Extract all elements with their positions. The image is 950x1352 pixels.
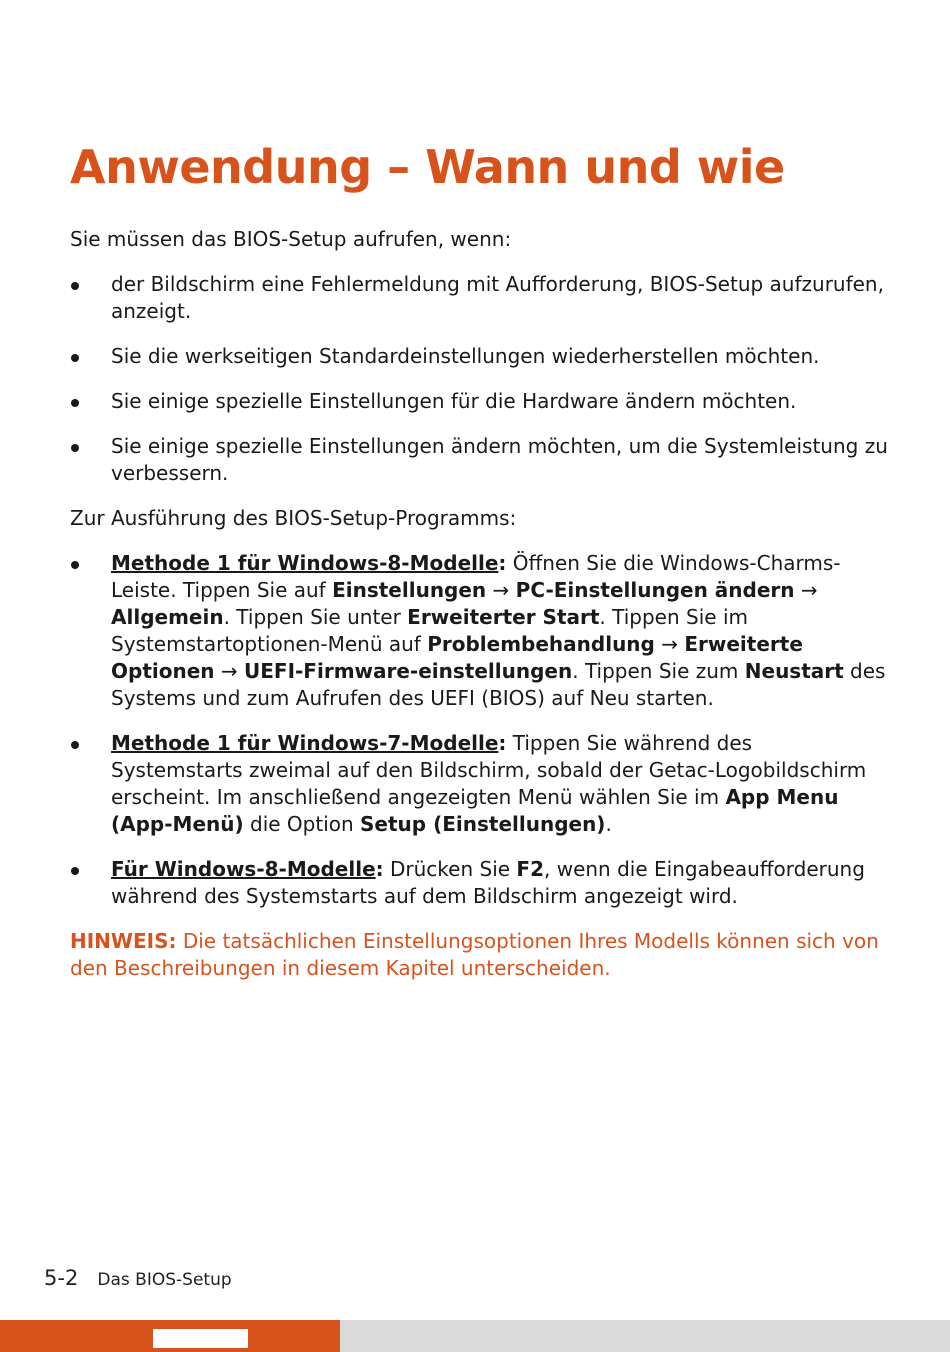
menu-path-app-menu: App Menu (App-Menü)	[111, 785, 839, 836]
method-text: .	[605, 812, 612, 836]
main-content	[70, 226, 890, 982]
bullet-icon	[71, 399, 79, 407]
page-number: 5-2	[44, 1266, 79, 1290]
arrow-right-icon: →	[220, 659, 238, 683]
bullet-icon	[71, 444, 79, 452]
list-item	[70, 433, 890, 487]
method-label: Methode 1 für Windows-7-Modelle	[111, 731, 499, 755]
menu-path-pc-settings: PC-Einstellungen ändern	[515, 578, 795, 602]
method-colon: :	[498, 551, 507, 575]
footer-decoration-bar	[0, 1320, 950, 1352]
page-title: Anwendung – Wann und wie	[70, 140, 785, 194]
method-text: Öffnen Sie die Windows-Charms-Leiste. Tippen Sie auf	[111, 551, 841, 602]
method-colon: :	[375, 857, 384, 881]
bullet-icon	[71, 354, 79, 362]
menu-path-settings: Einstellungen	[332, 578, 487, 602]
list-item-text: Sie einige spezielle Einstellungen für die Hardware ändern möchten.	[111, 389, 797, 413]
bullet-icon	[71, 867, 79, 875]
footer-section-title: Das BIOS-Setup	[97, 1270, 232, 1290]
method-win8-item	[70, 550, 890, 712]
menu-path-advanced-options: Erweiterte Optionen	[111, 632, 803, 683]
intro-text: Sie müssen das BIOS-Setup aufrufen, wenn:	[70, 227, 512, 251]
key-f2: F2	[516, 857, 544, 881]
method-text: , wenn die Eingabeaufforderung während des Systemstarts auf dem Bildschirm angezeigt wird.	[111, 857, 865, 908]
note-text: Die tatsächlichen Einstellungsoptionen Ihres Modells können sich von den Beschreibungen in diesem Kapitel unterscheiden.	[70, 929, 879, 980]
arrow-right-icon: →	[492, 578, 510, 602]
list-item	[70, 343, 890, 370]
method-text: die Option	[243, 812, 361, 836]
method-text: . Tippen Sie im Systemstartoptionen-Menü auf	[111, 605, 748, 656]
bullet-icon	[71, 741, 79, 749]
bullet-icon	[71, 282, 79, 290]
arrow-right-icon: →	[800, 578, 818, 602]
menu-path-general: Allgemein	[111, 605, 224, 629]
list-item-text: der Bildschirm eine Fehlermeldung mit Aufforderung, BIOS-Setup aufzurufen, anzeigt.	[111, 272, 884, 323]
method-text: . Tippen Sie zum	[572, 659, 745, 683]
note	[70, 928, 890, 982]
method-label: Für Windows-8-Modelle	[111, 857, 376, 881]
method-text: des Systems und zum Aufrufen des UEFI (BIOS) auf Neu starten.	[111, 659, 886, 710]
method-f2-item	[70, 856, 890, 910]
bullet-icon	[71, 561, 79, 569]
note-label: HINWEIS:	[70, 929, 177, 953]
menu-path-troubleshoot: Problembehandlung	[427, 632, 655, 656]
method-text: Tippen Sie während des Systemstarts zweimal auf den Bildschirm, sobald der Getac-Logobildschirm erscheint. Im anschließend angezeigten Menü wählen Sie im	[111, 731, 867, 809]
method-colon: :	[498, 731, 507, 755]
list-item	[70, 388, 890, 415]
arrow-right-icon: →	[661, 632, 678, 656]
page-footer	[44, 1266, 232, 1290]
method-list	[70, 550, 890, 910]
menu-path-setup: Setup (Einstellungen)	[360, 812, 606, 836]
method-text: Drücken Sie	[383, 857, 517, 881]
method-text: . Tippen Sie unter	[223, 605, 408, 629]
run-intro-text: Zur Ausführung des BIOS-Setup-Programms:	[70, 506, 517, 530]
menu-path-restart: Neustart	[744, 659, 844, 683]
list-item-text: Sie einige spezielle Einstellungen ändern möchten, um die Systemleistung zu verbessern.	[111, 434, 888, 485]
method-label: Methode 1 für Windows-8-Modelle	[111, 551, 499, 575]
menu-path-uefi-firmware: UEFI-Firmware-einstellungen	[244, 659, 573, 683]
footer-bar-gray	[340, 1320, 950, 1352]
condition-list	[70, 271, 890, 487]
list-item	[70, 271, 890, 325]
menu-path-advanced-start: Erweiterter Start	[407, 605, 600, 629]
method-win7-item	[70, 730, 890, 838]
footer-bar-marker	[153, 1329, 248, 1348]
list-item-text: Sie die werkseitigen Standardeinstellungen wiederherstellen möchten.	[111, 344, 820, 368]
